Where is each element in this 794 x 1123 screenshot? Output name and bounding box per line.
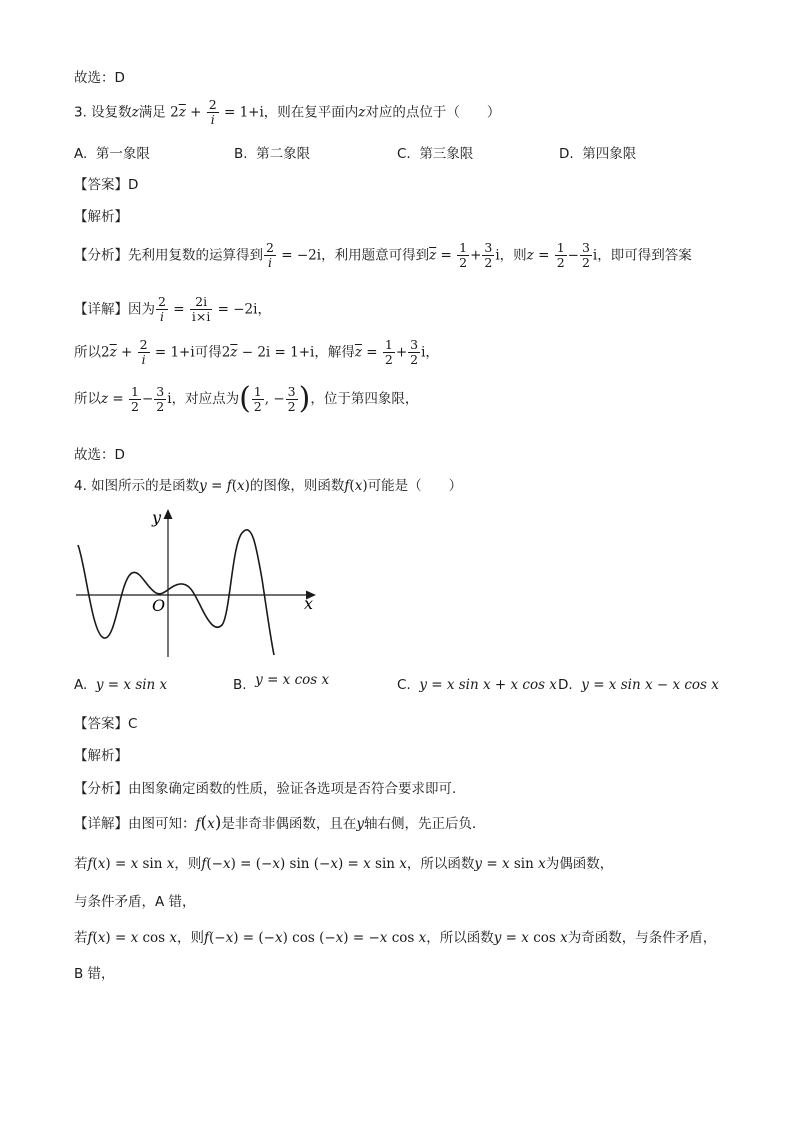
q4-stem: 4. 如图所示的是函数y = f(x)的图像，则函数f(x)可能是（ ） [74,478,463,494]
q3-analysis-heading: 【解析】 [74,209,128,225]
q4-analysis-heading: 【解析】 [74,748,128,764]
y-axis-label: y [152,508,162,527]
q3-option-c[interactable]: C. 第三象限 [397,146,474,162]
x-axis-label: x [304,594,314,613]
q4-option-c[interactable]: C. y = x sin x + x cos x [397,677,557,693]
q3-detail-3: 所以z = $\frac{1}{2}$ − $\frac{3}{2}$ i，对应点为( $\frac{1}{2}$ , − $\frac{3}{2}$ )，位于第四象限， [74,381,419,416]
q2-final-answer: 故选：D [74,70,125,86]
q4-option-d[interactable]: D. y = x sin x − x cos x [558,677,719,693]
q4-fenxi: 【分析】由图象确定函数的性质，验证各选项是否符合要求即可. [74,781,457,797]
origin-label: O [152,596,166,615]
q4-answer: 【答案】C [74,716,138,732]
q4-option-a[interactable]: A. y = x sin x [74,677,168,693]
q3-answer: 【答案】D [74,177,139,193]
q3-stem: 3. 设复数z满足 $2\overline{z}$ + $\frac{2}{i}$ = 1+i，则在复平面内z对应的点位于（ ） [74,97,501,127]
q4-option-b[interactable]: B. y = x cos x [233,672,330,693]
y-axis-arrow [164,509,173,519]
q3-final-answer: 故选：D [74,447,125,463]
q3-option-b[interactable]: B. 第二象限 [234,146,311,162]
q4-function-graph [70,505,330,665]
q4-detail-3: 与条件矛盾，A 错， [74,894,196,910]
q3-fenxi: 【分析】先利用复数的运算得到 $\frac{2}{i}$ = −2i，利用题意可得到$\overline{z}$ = $\frac{1}{2}$ + $\frac{3}{2}$ i，则z = $\frac{1}{2}$ − $\frac{3}{2}$ i，即可得到答案 [74,240,692,270]
q3-option-d[interactable]: D. 第四象限 [559,146,637,162]
q3-option-a[interactable]: A. 第一象限 [74,146,150,162]
q4-detail-2: 若f(x) = x sin x，则f(−x) = (−x) sin (−x) = x sin x，所以函数y = x sin x为偶函数， [74,856,614,872]
q4-detail-4: 若f(x) = x cos x，则f(−x) = (−x) cos (−x) = −x cos x，所以函数y = x cos x为奇函数，与条件矛盾， [74,930,717,946]
function-curve [78,530,274,655]
q4-detail-5: B 错， [74,966,115,982]
q4-detail-1: 【详解】由图可知：f(x)是非奇非偶函数，且在y轴右侧，先正后负． [74,813,486,833]
q3-detail-2: 所以$2\overline{z}$ + $\frac{2}{i}$ = 1+i可得$2\overline{z} - 2i = 1+i$，解得$\overline{z}$ = $\frac{1}{2}$ + $\frac{3}{2}$ i， [74,337,439,367]
q3-detail-1: 【详解】因为 $\frac{2}{i}$ = $\frac{2i}{i\times i}$ = −2i， [74,294,271,324]
